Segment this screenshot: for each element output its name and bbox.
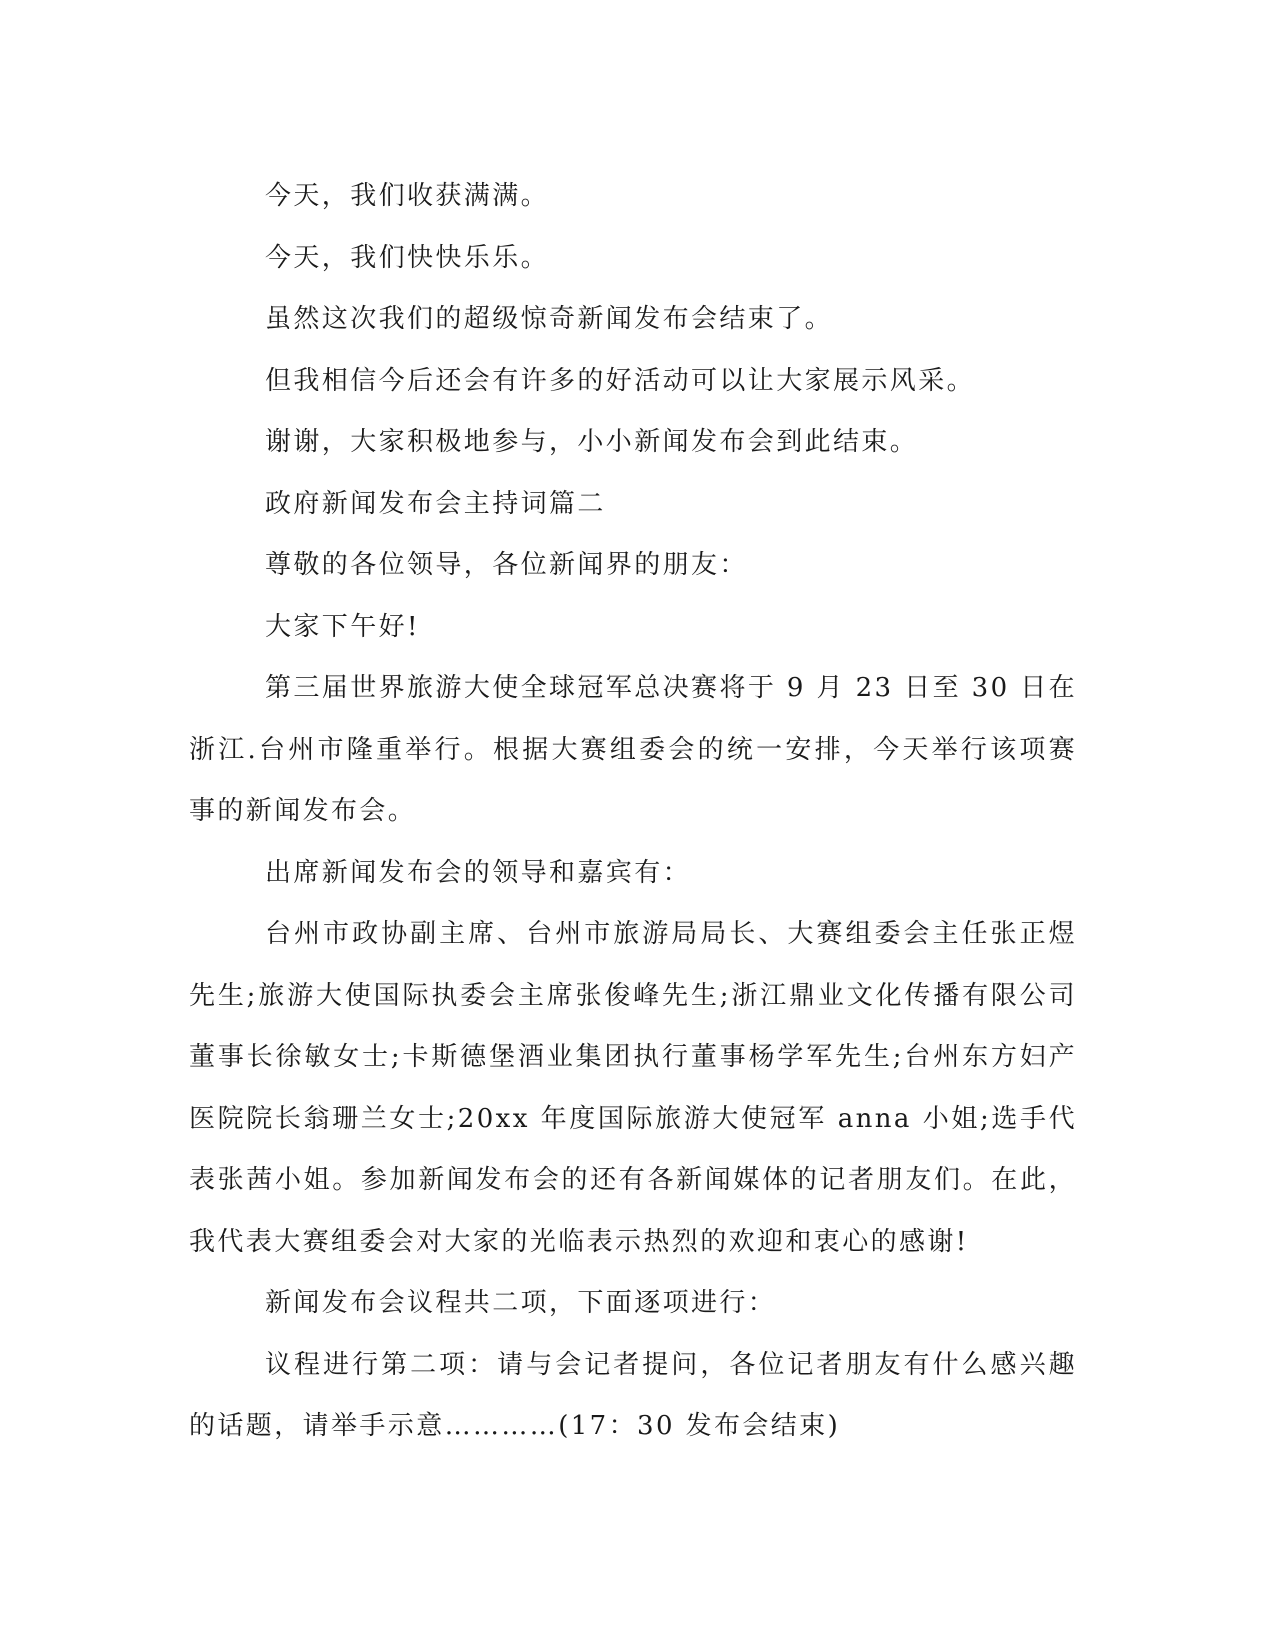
section-heading: 政府新闻发布会主持词篇二: [265, 488, 606, 519]
paragraph: 谢谢，大家积极地参与，小小新闻发布会到此结束。: [265, 427, 919, 457]
paragraph: 新闻发布会议程共二项，下面逐项进行：: [265, 1288, 777, 1318]
paragraph: 台州市政协副主席、台州市旅游局局长、大赛组委会主任张正煜先生;旅游大使国际执委会主席张俊峰先生;浙江鼎业文化传播有限公司董事长徐敏女士;卡斯德堡酒业集团执行董事杨学军先生;台州东方妇产医院院长翁珊兰女士;20xx 年度国际旅游大使冠军 anna 小姐;选手代表张茜小姐。参加新闻发布会的还有各新闻媒体的记者朋友们。在此，我代表大赛组委会对大家的光临表示热烈的欢迎和衷心的感谢!: [189, 919, 1077, 1257]
paragraph: 出席新闻发布会的领导和嘉宾有：: [265, 857, 692, 888]
document-body: [189, 166, 1077, 1458]
paragraph: 虽然这次我们的超级惊奇新闻发布会结束了。: [265, 304, 834, 334]
paragraph: 但我相信今后还会有许多的好活动可以让大家展示风采。: [265, 365, 976, 396]
paragraph: 今天，我们快快乐乐。: [265, 242, 550, 273]
paragraph: 议程进行第二项：请与会记者提问，各位记者朋友有什么感兴趣的话题，请举手示意…………(17：30 发布会结束): [189, 1349, 1077, 1441]
greeting: 大家下午好!: [265, 611, 420, 642]
salutation: 尊敬的各位领导，各位新闻界的朋友：: [265, 550, 748, 580]
paragraph: 今天，我们收获满满。: [265, 181, 550, 211]
paragraph: 第三届世界旅游大使全球冠军总决赛将于 9 月 23 日至 30 日在浙江.台州市隆重举行。根据大赛组委会的统一安排，今天举行该项赛事的新闻发布会。: [189, 673, 1077, 826]
